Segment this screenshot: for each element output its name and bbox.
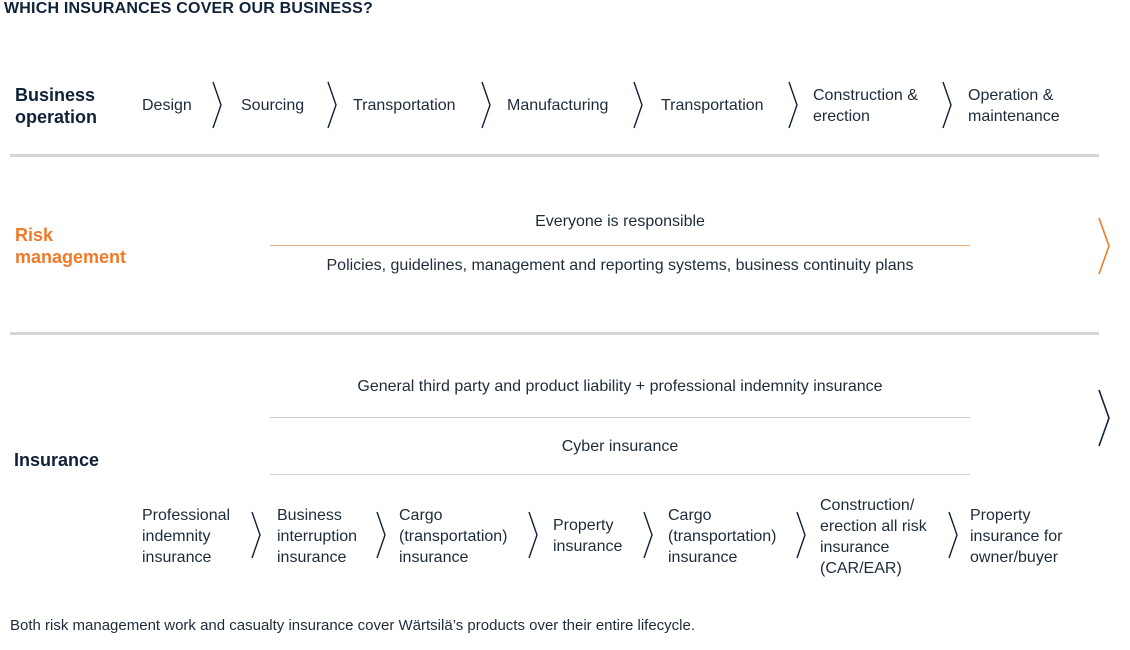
chevron-right-icon bbox=[786, 80, 800, 130]
insurance-label: Insurance bbox=[14, 450, 100, 470]
step-operation-maintenance bbox=[968, 85, 1060, 127]
insurance-step-cargo-2 bbox=[668, 505, 777, 568]
insurance-step-line: insurance bbox=[277, 549, 347, 566]
chevron-right-icon bbox=[946, 510, 960, 560]
insurance-step-line: (transportation) bbox=[668, 528, 777, 545]
step-label: Sourcing bbox=[241, 97, 305, 114]
insurance-step-line: interruption bbox=[277, 528, 358, 545]
insurance-step-line: owner/buyer bbox=[970, 549, 1059, 566]
risk-row-divider bbox=[270, 245, 970, 246]
insurance-step-line: Construction/ bbox=[820, 497, 915, 514]
section-divider bbox=[10, 154, 1099, 157]
footnote: Both risk management work and casualty insurance cover Wärtsilä’s products over their entire lifecycle. bbox=[10, 617, 696, 634]
insurance-step-line: (transportation) bbox=[399, 528, 508, 545]
insurance-step-line: Property bbox=[970, 507, 1031, 524]
insurance-step-property-owner bbox=[970, 505, 1063, 568]
risk-management-label-line2: management bbox=[15, 247, 127, 267]
insurance-step-property bbox=[553, 515, 622, 557]
business-operation-label bbox=[15, 84, 97, 128]
insurance-step-business-interruption bbox=[277, 505, 357, 568]
section-divider bbox=[10, 332, 1099, 335]
chevron-right-icon bbox=[210, 80, 224, 130]
insurance-step-cargo-1 bbox=[399, 505, 508, 568]
chevron-right-icon bbox=[479, 80, 493, 130]
insurance-step-line: Cargo bbox=[668, 507, 712, 524]
insurance-step-line: insurance bbox=[399, 549, 469, 566]
insurance-step-line: insurance for bbox=[970, 528, 1063, 545]
step-label-line1: Operation & bbox=[968, 87, 1054, 104]
step-sourcing bbox=[241, 95, 304, 116]
page-title: WHICH INSURANCES COVER OUR BUSINESS? bbox=[4, 0, 374, 17]
chevron-right-icon bbox=[1096, 216, 1112, 276]
risk-management-label-line1: Risk bbox=[15, 225, 54, 245]
step-design bbox=[142, 95, 192, 116]
insurance-row-cyber: Cyber insurance bbox=[561, 438, 679, 455]
chevron-right-icon bbox=[249, 510, 263, 560]
risk-row-everyone-responsible: Everyone is responsible bbox=[535, 213, 705, 230]
insurance-step-line: Cargo bbox=[399, 507, 443, 524]
insurance-step-line: (CAR/EAR) bbox=[820, 560, 902, 577]
insurance-row-divider bbox=[270, 417, 970, 418]
insurance-step-line: erection all risk bbox=[820, 518, 927, 535]
step-label-line1: Construction & bbox=[813, 87, 918, 104]
insurance-step-line: insurance bbox=[668, 549, 738, 566]
insurance-row-liability: General third party and product liability + professional indemnity insurance bbox=[357, 378, 883, 395]
step-transportation-1 bbox=[353, 95, 456, 116]
step-label: Manufacturing bbox=[507, 97, 609, 114]
insurance-step-line: Professional bbox=[142, 507, 231, 524]
chevron-right-icon bbox=[631, 80, 645, 130]
chevron-right-icon bbox=[641, 510, 655, 560]
chevron-right-icon bbox=[940, 80, 954, 130]
insurance-step-line: insurance bbox=[553, 538, 623, 555]
chevron-right-icon bbox=[526, 510, 540, 560]
chevron-right-icon bbox=[374, 510, 388, 560]
step-construction-erection bbox=[813, 85, 918, 127]
business-operation-label-line1: Business bbox=[15, 85, 96, 105]
step-label-line2: maintenance bbox=[968, 108, 1060, 125]
insurance-step-construction-erection bbox=[820, 495, 927, 579]
risk-row-policies: Policies, guidelines, management and reporting systems, business continuity plans bbox=[326, 257, 914, 274]
step-transportation-2 bbox=[661, 95, 764, 116]
business-operation-label-line2: operation bbox=[15, 107, 98, 127]
insurance-step-line: insurance bbox=[820, 539, 890, 556]
chevron-right-icon bbox=[1096, 388, 1112, 448]
insurance-step-line: Property bbox=[553, 517, 614, 534]
insurance-step-line: Business bbox=[277, 507, 342, 524]
step-label-line2: erection bbox=[813, 108, 870, 125]
step-label: Design bbox=[142, 97, 192, 114]
insurance-step-line: insurance bbox=[142, 549, 212, 566]
insurance-row-divider bbox=[270, 474, 970, 475]
step-label: Transportation bbox=[661, 97, 764, 114]
risk-management-label bbox=[15, 224, 126, 268]
step-manufacturing bbox=[507, 95, 608, 116]
insurance-step-professional-indemnity bbox=[142, 505, 230, 568]
chevron-right-icon bbox=[325, 80, 339, 130]
insurance-step-line: indemnity bbox=[142, 528, 211, 545]
step-label: Transportation bbox=[353, 97, 456, 114]
chevron-right-icon bbox=[794, 510, 808, 560]
